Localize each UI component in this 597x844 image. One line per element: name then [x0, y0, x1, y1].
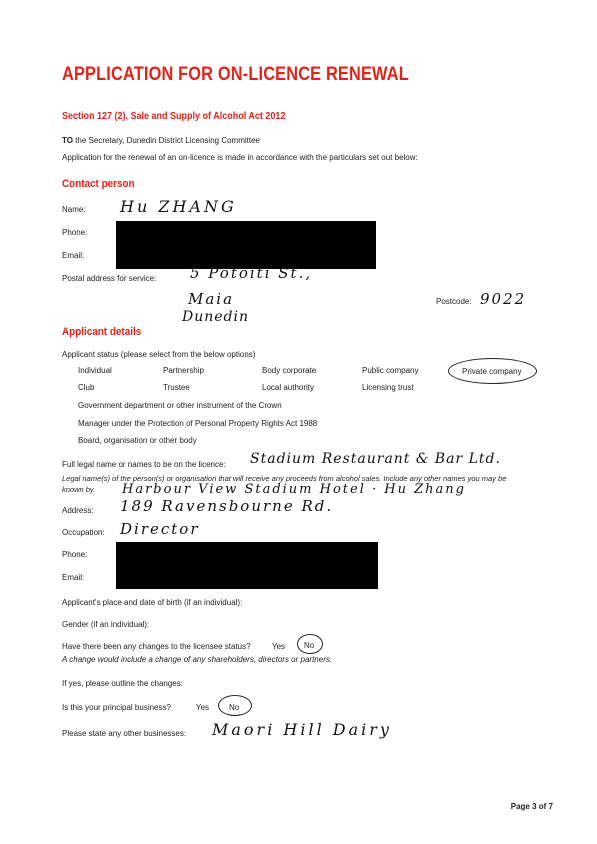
contact-redaction [116, 221, 376, 269]
principal-question: Is this your principal business? [62, 703, 171, 712]
legal-persons-value: Harbour View Stadium Hotel · Hu Zhang [122, 482, 466, 497]
postal-line-1: 5 Potoiti St., [190, 264, 313, 282]
option-government[interactable]: Government department or other instrument of the Crown [78, 401, 282, 410]
occupation-value: Director [120, 520, 200, 538]
legal-name-label: Full legal name or names to be on the licence: [62, 460, 226, 469]
option-local-authority[interactable]: Local authority [262, 383, 315, 392]
legal-persons-label-2: known by. [62, 485, 96, 494]
address-label: Address: [62, 506, 94, 515]
postcode-value: 9022 [480, 290, 527, 308]
postal-line-3: Dunedin [182, 309, 249, 325]
contact-name-value: Hu ZHANG [120, 197, 237, 216]
applicant-email-label: Email: [62, 573, 85, 582]
postal-label: Postal address for service: [62, 274, 157, 283]
applicant-heading: Applicant details [62, 326, 142, 338]
other-business-label: Please state any other businesses: [62, 729, 187, 738]
contact-name-label: Name: [62, 205, 86, 214]
option-manager-ppsa[interactable]: Manager under the Protection of Personal Property Rights Act 1988 [78, 419, 318, 428]
contact-email-label: Email: [62, 251, 85, 260]
option-trustee[interactable]: Trustee [163, 383, 190, 392]
option-individual[interactable]: Individual [78, 366, 112, 375]
other-business-value: Maori Hill Dairy [212, 720, 392, 739]
applicant-redaction [116, 542, 378, 589]
page-number: Page 3 of 7 [510, 802, 553, 811]
principal-no[interactable]: No [229, 703, 240, 712]
principal-yes[interactable]: Yes [196, 703, 210, 712]
outline-label: If yes, please outline the changes: [62, 679, 183, 688]
birth-label: Applicant's place and date of birth (if an individual): [62, 598, 243, 607]
intro-text: Application for the renewal of an on-licence is made in accordance with the particulars set out below: [62, 153, 418, 162]
changes-note: A change would include a change of any shareholders, directors or partners. [62, 655, 333, 664]
occupation-label: Occupation: [62, 528, 105, 537]
applicant-phone-label: Phone: [62, 550, 88, 559]
status-label: Applicant status (please select from the below options) [62, 350, 256, 359]
changes-no[interactable]: No [304, 641, 315, 650]
postcode-label: Postcode: [436, 297, 472, 306]
legal-name-value: Stadium Restaurant & Bar Ltd. [250, 451, 501, 467]
option-club[interactable]: Club [78, 383, 95, 392]
to-line-rest: the Secretary, Dunedin District Licensing Committee [72, 136, 261, 145]
legal-persons-label-1: Legal name(s) of the person(s) or organisation that will receive any proceeds from alcohol sales. Include any other names you may be [62, 474, 507, 483]
postal-line-2: Maia [188, 290, 235, 308]
changes-yes[interactable]: Yes [272, 642, 286, 651]
contact-phone-label: Phone: [62, 228, 88, 237]
to-line [62, 136, 260, 145]
contact-heading: Contact person [62, 178, 135, 190]
option-private-company[interactable]: Private company [462, 367, 522, 376]
option-body-corporate[interactable]: Body corporate [262, 366, 317, 375]
to-line-bold: TO [62, 136, 73, 145]
address-value: 189 Ravensbourne Rd. [120, 497, 334, 515]
option-licensing-trust[interactable]: Licensing trust [362, 383, 414, 392]
option-public-company[interactable]: Public company [362, 366, 419, 375]
page-title: APPLICATION FOR ON-LICENCE RENEWAL [62, 64, 409, 85]
option-partnership[interactable]: Partnership [163, 366, 204, 375]
gender-label: Gender (if an individual): [62, 620, 150, 629]
option-board[interactable]: Board, organisation or other body [78, 436, 197, 445]
changes-question: Have there been any changes to the licensee status? [62, 642, 251, 651]
section-reference: Section 127 (2), Sale and Supply of Alcohol Act 2012 [62, 111, 286, 122]
